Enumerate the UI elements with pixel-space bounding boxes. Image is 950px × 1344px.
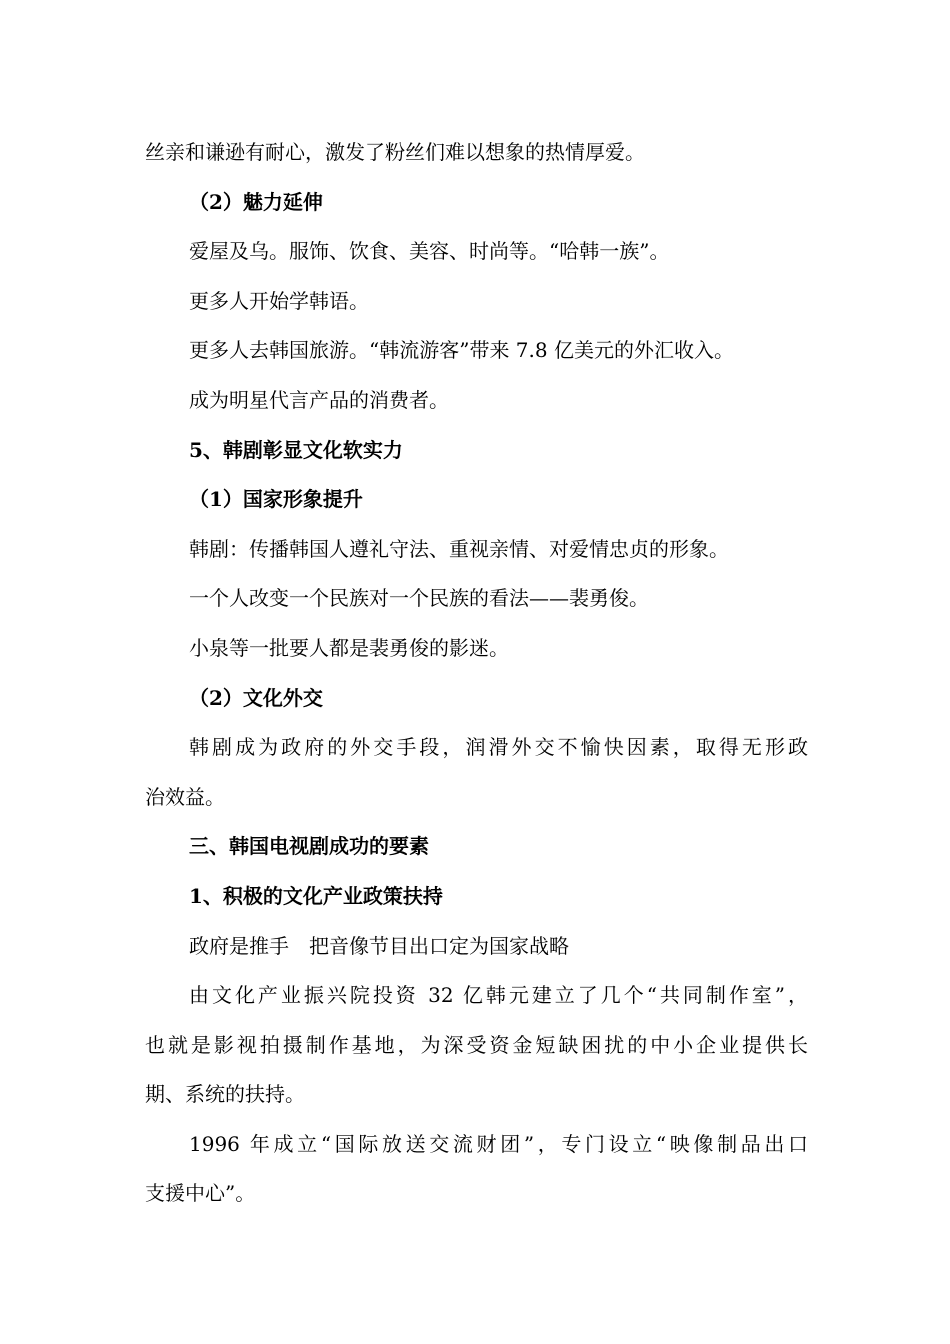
section-heading: 5、韩剧彰显文化软实力 xyxy=(189,437,403,462)
body-text-line: 丝亲和谦逊有耐心，激发了粉丝们难以想象的热情厚爱。 xyxy=(145,140,645,164)
body-text-line: 韩剧成为政府的外交手段，润滑外交不愉快因素，取得无形政 xyxy=(189,735,808,760)
body-text-line: 成为明星代言产品的消费者。 xyxy=(189,387,449,412)
body-text-line: 政府是推手 把音像节目出口定为国家战略 xyxy=(189,933,569,958)
body-text-line: 更多人去韩国旅游。“韩流游客”带来 7.8 亿美元的外汇收入。 xyxy=(189,338,734,363)
section-heading: 1、积极的文化产业政策扶持 xyxy=(189,883,443,908)
body-text-line: 小泉等一批要人都是裴勇俊的影迷。 xyxy=(189,635,509,660)
section-heading: （1）国家形象提升 xyxy=(189,487,363,512)
body-text-line: 一个人改变一个民族对一个民族的看法——裴勇俊。 xyxy=(189,586,649,611)
body-text-line: 期、系统的扶持。 xyxy=(145,1082,305,1107)
body-text-line: 支援中心”。 xyxy=(145,1181,256,1206)
section-heading: （2）魅力延伸 xyxy=(189,189,323,214)
section-heading: （2）文化外交 xyxy=(189,685,323,710)
body-text-line: 爱屋及乌。服饰、饮食、美容、时尚等。“哈韩一族”。 xyxy=(189,239,670,264)
body-text-line: 也就是影视拍摄制作基地，为深受资金短缺困扰的中小企业提供长 xyxy=(145,1032,808,1057)
body-text-line: 韩剧：传播韩国人遵礼守法、重视亲情、对爱情忠贞的形象。 xyxy=(189,536,729,561)
body-text-line: 1996 年成立“国际放送交流财团”，专门设立“映像制品出口 xyxy=(189,1131,808,1156)
document-body xyxy=(145,128,810,1219)
body-text-line: 更多人开始学韩语。 xyxy=(189,288,369,313)
body-text-line: 由文化产业振兴院投资 32 亿韩元建立了几个“共同制作室”， xyxy=(189,983,808,1008)
section-heading: 三、韩国电视剧成功的要素 xyxy=(189,834,429,859)
body-text-line: 治效益。 xyxy=(145,784,225,809)
